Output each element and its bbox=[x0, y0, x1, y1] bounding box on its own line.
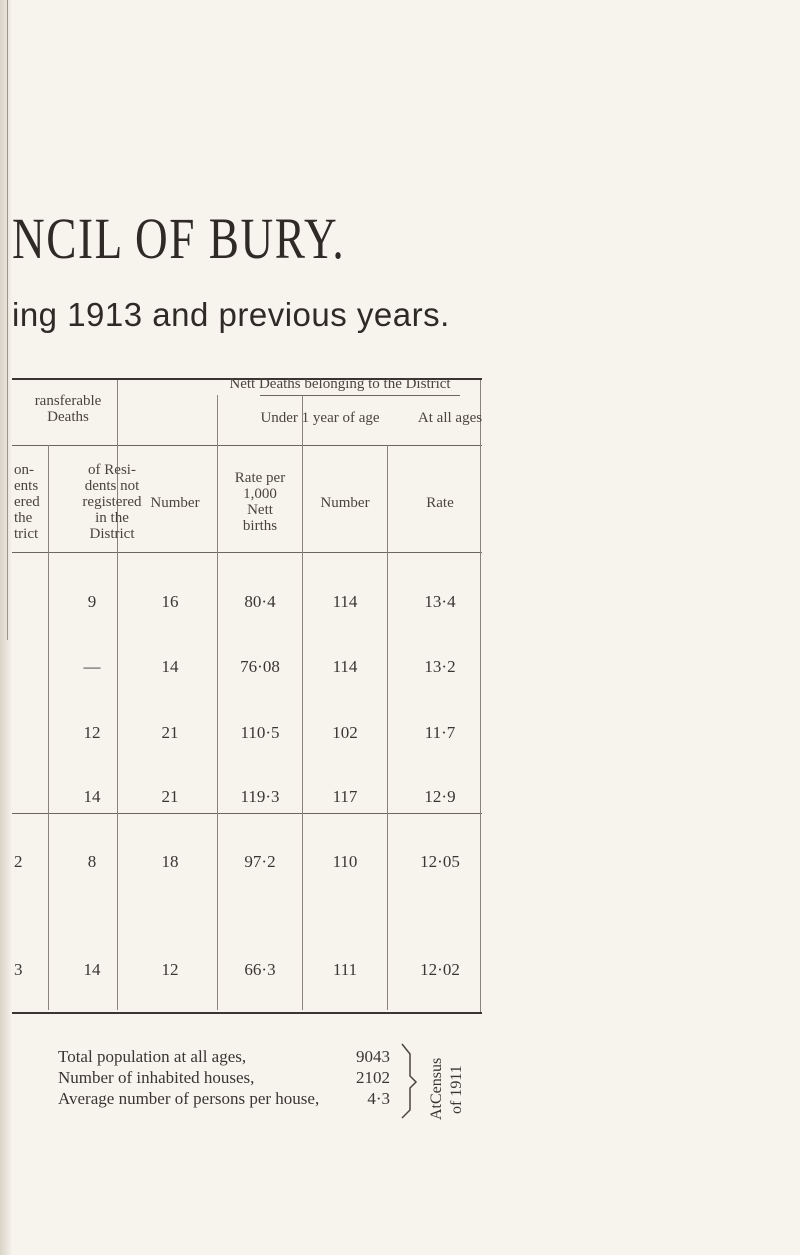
header-nett-deaths: Nett Deaths belonging to the District bbox=[229, 376, 451, 392]
footer-brace bbox=[398, 1040, 422, 1120]
col-header-d: Rate per 1,000 Nett births bbox=[234, 470, 286, 534]
table-right-edge bbox=[480, 380, 481, 1012]
cell-c: 14 bbox=[161, 657, 179, 676]
header-under-1-year: Under 1 year of age bbox=[260, 410, 380, 426]
cell-d: 80·4 bbox=[244, 592, 276, 611]
cell-d: 119·3 bbox=[240, 787, 280, 806]
cell-c: 21 bbox=[161, 787, 179, 806]
cell-b: 8 bbox=[87, 852, 97, 871]
table-bottom-rule bbox=[12, 1012, 482, 1014]
header-transferable: ransferable Deaths bbox=[34, 393, 102, 425]
footer-label-houses: Number of inhabited houses, bbox=[58, 1068, 255, 1087]
cell-f: 12·05 bbox=[420, 852, 460, 871]
cell-a: 3 bbox=[14, 960, 23, 979]
col-header-f: Rate bbox=[426, 495, 454, 511]
cell-c: 16 bbox=[161, 592, 179, 611]
header-at-all-ages: At all ages bbox=[417, 410, 483, 426]
cell-e: 111 bbox=[332, 960, 358, 979]
cell-b: 12 bbox=[83, 723, 101, 742]
cell-f: 12·02 bbox=[420, 960, 460, 979]
cell-a: 2 bbox=[14, 852, 23, 871]
footer-value-persons: 4·3 bbox=[367, 1089, 390, 1108]
cell-e: 117 bbox=[332, 787, 358, 806]
nett-deaths-underline bbox=[260, 395, 460, 396]
cell-c: 18 bbox=[161, 852, 179, 871]
cell-d: 76·08 bbox=[240, 657, 280, 676]
column-header-rule bbox=[12, 552, 482, 553]
header-rule bbox=[12, 445, 482, 446]
cell-c: 21 bbox=[161, 723, 179, 742]
cell-b: 9 bbox=[87, 592, 97, 611]
cell-d: 110·5 bbox=[240, 723, 280, 742]
page-subtitle: ing 1913 and previous years. bbox=[12, 296, 450, 333]
section-rule bbox=[12, 813, 482, 814]
cell-b: 14 bbox=[83, 787, 101, 806]
footer-label-persons: Average number of persons per house, bbox=[58, 1089, 320, 1108]
footer-label-population: Total population at all ages, bbox=[58, 1047, 247, 1066]
column-divider-2 bbox=[217, 395, 218, 1010]
cell-b: 14 bbox=[83, 960, 101, 979]
cell-e: 114 bbox=[332, 657, 358, 676]
cell-f: 13·2 bbox=[424, 657, 456, 676]
column-divider-4 bbox=[387, 445, 388, 1010]
page-title: NCIL OF BURY. bbox=[12, 206, 346, 271]
column-divider-3 bbox=[302, 395, 303, 1010]
cell-c: 12 bbox=[161, 960, 179, 979]
cell-d: 97·2 bbox=[244, 852, 276, 871]
page-binding-edge bbox=[7, 0, 8, 640]
col-header-a: on- ents ered the trict bbox=[14, 462, 40, 542]
cell-b: — bbox=[83, 657, 101, 676]
cell-d: 66·3 bbox=[244, 960, 276, 979]
cell-f: 13·4 bbox=[424, 592, 456, 611]
col-header-c: Number bbox=[150, 495, 200, 511]
cell-e: 110 bbox=[332, 852, 358, 871]
col-header-b: of Resi- dents not registered in the District bbox=[82, 462, 142, 542]
cell-f: 11·7 bbox=[424, 723, 456, 742]
census-label-line-1: AtCensus bbox=[428, 1057, 445, 1120]
footer-value-population: 9043 bbox=[356, 1047, 390, 1066]
cell-f: 12·9 bbox=[424, 787, 456, 806]
col-header-e: Number bbox=[320, 495, 370, 511]
page-binding-shadow bbox=[0, 0, 12, 1255]
column-divider-0 bbox=[48, 445, 49, 1010]
cell-e: 114 bbox=[332, 592, 358, 611]
cell-e: 102 bbox=[332, 723, 358, 742]
footer-value-houses: 2102 bbox=[356, 1068, 390, 1087]
census-label-line-2: of 1911 bbox=[448, 1065, 465, 1114]
